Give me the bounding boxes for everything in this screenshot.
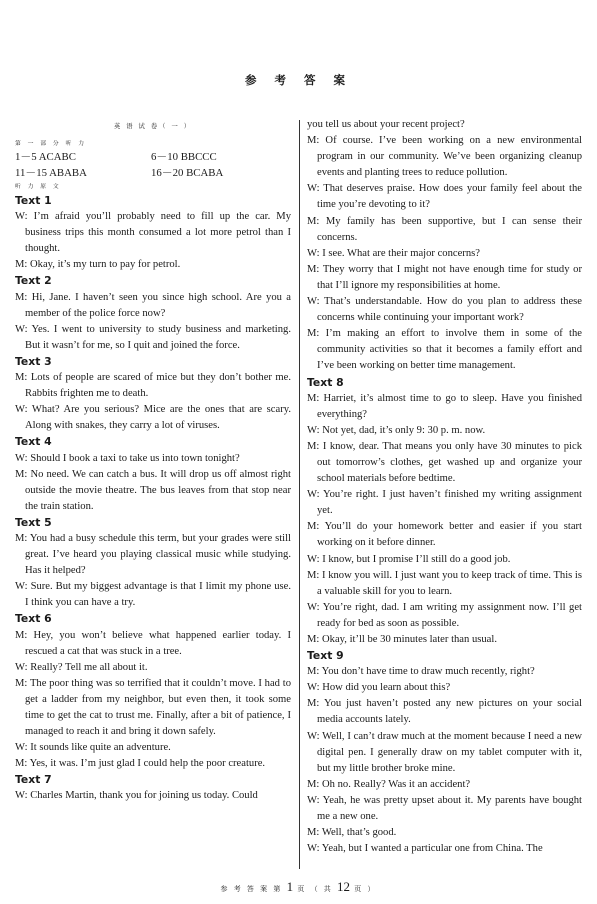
text-heading: Text 3 [15,354,52,368]
text-heading: Text 5 [15,515,52,529]
dialogue-line: W: You’re right. I just haven’t finished my writing assignment yet. [307,489,582,517]
dialogue-line: M: Harriet, it’s almost time to go to sleep. Have you finished everything? [307,392,582,420]
dialogue-line: M: I know, dear. That means you only have 30 minutes to pick out tomorrow’s clothes, get washed up and organize your school materials before bedtime. [307,440,582,485]
footer-end: 页 ） [354,885,377,893]
dialogue-line: W: It sounds like quite an adventure. [15,742,171,754]
dialogue-line: M: Of course. I’ve been working on a new environmental program in our community. We’ve been organizing cleanup events and planting trees to reduce pollution. [307,135,582,179]
dialogue-line: M: Okay, it’s my turn to pay for petrol. [15,259,181,271]
dialogue-line: M: I’m making an effort to involve them in some of the community activities so that it becomes a family effort and I’ve been working on better time management. [307,328,582,372]
dialogue-line: W: Really? Tell me all about it. [15,661,148,673]
answer-range: 6－10 BBCCC [151,151,217,163]
dialogue-line: W: Not yet, dad, it’s only 9: 30 p. m. now. [307,424,486,436]
text-heading: Text 1 [15,194,52,207]
dialogue-line: W: I see. What are their major concerns? [307,247,480,259]
dialogue-line: W: Should I book a taxi to take us into town tonight? [15,452,240,464]
dialogue-line: M: My family has been supportive, but I can sense their concerns. [307,215,582,243]
dialogue-line: M: No need. We can catch a bus. It will drop us off almost right outside the movie theatre. The bus leaves from that stop near the train station. [15,468,291,512]
dialogue-line: M: I know you will. I just want you to keep track of time. This is a valuable skill for you to learn. [307,569,582,597]
transcript-label: 听 力 原 文 [15,184,62,190]
dialogue-line: W: Yeah, he was pretty upset about it. My parents have bought me a new one. [307,794,582,823]
dialogue-line: W: Sure. But my biggest advantage is that I limit my phone use. I think you can have a try. [15,581,291,609]
dialogue-line: M: Well, that’s good. [307,827,397,839]
dialogue-line: W: Yes. I went to university to study business and marketing. But it wasn’t for me, so I quit and joined the force. [15,323,291,351]
text-heading: Text 6 [15,612,52,626]
page-number: 1 [286,879,294,894]
dialogue-line: M: You just haven’t posted any new pictures on your social media accounts lately. [307,698,582,726]
total-pages: 12 [337,879,351,894]
right-column [307,117,582,857]
text-heading: Text 8 [307,375,344,389]
dialogue-line: W: That’s understandable. How do you plan to address these concerns while continuing your important work? [307,296,582,324]
dialogue-line: M: Lots of people are scared of mice but they don’t bother me. Rabbits frighten me to death. [15,372,291,400]
left-transcript [15,193,291,805]
dialogue-line: W: Well, I can’t draw much at the moment because I need a new digital pen. I generally draw on my tablet computer with it, but my little brother broke mine. [307,730,582,774]
right-transcript [307,117,582,857]
dialogue-line: M: The poor thing was so terrified that it couldn’t move. I had to get a ladder from my neighbor, but even then, it took some time to get the cat to trust me. Finally, after a bit of patience, I managed to reach it and bring it down safely. [15,677,291,738]
dialogue-line: M: You had a busy schedule this term, but your grades were still great. I’ve heard you playing classical music while studying. Has it helped? [15,532,291,577]
dialogue-line: W: That deserves praise. How does your family feel about the time you’re devoting to it? [307,183,582,211]
column-divider [299,120,300,869]
dialogue-line: M: You don’t have time to draw much recently, right? [307,666,535,678]
dialogue-line: M: They worry that I might not have enough time for study or that I’ll ignore my responsibilities at home. [307,263,582,291]
answer-range: 11－15 ABABA [15,166,87,179]
text-heading: Text 4 [15,435,52,449]
dialogue-line: M: Hi, Jane. I haven’t seen you since high school. Are you a member of the police force now? [15,291,291,319]
text-heading: Text 7 [15,773,52,787]
text-heading: Text 9 [307,649,344,663]
exam-title: 英 语 试 卷（ 一 ） [113,123,193,130]
dialogue-line: W: What? Are you serious? Mice are the ones that are scary. Along with snakes, they carry a lot of viruses. [15,404,291,432]
page-footer [0,879,597,895]
answer-range: 1－5 ACABC [15,151,76,163]
answer-range: 16－20 BCABA [151,166,224,179]
dialogue-line: M: Oh no. Really? Was it an accident? [307,778,471,790]
dialogue-line: W: Yeah, but I wanted a particular one from China. The [307,843,543,855]
left-column [15,120,291,805]
text-heading: Text 2 [15,274,52,288]
dialogue-line: M: Okay, it’ll be 30 minutes later than usual. [307,634,497,645]
answer-row [15,166,291,182]
dialogue-line: M: Yes, it was. I’m just glad I could help the poor creature. [15,758,266,770]
section-label: 第 一 部 分 听 力 [15,141,87,147]
dialogue-line: W: I’m afraid you’ll probably need to fill up the car. My business trips this month consumed a lot more petrol than I thought. [15,211,291,255]
footer-label: 参 考 答 案 第 [220,885,283,893]
dialogue-line: W: How did you learn about this? [307,682,451,694]
dialogue-line: you tell us about your recent project? [307,119,465,130]
dialogue-line: W: You’re right, dad. I am writing my assignment now. I’ll get ready for bed as soon as possible. [307,601,582,629]
page-title: 参 考 答 案 [244,73,352,87]
dialogue-line: M: You’ll do your homework better and easier if you start working on it before dinner. [307,521,582,549]
dialogue-line: W: I know, but I promise I’ll still do a good job. [307,553,511,565]
dialogue-line: M: Hey, you won’t believe what happened earlier today. I rescued a cat that was stuck in a tree. [15,629,291,657]
dialogue-line: W: Charles Martin, thank you for joining us today. Could [15,790,258,802]
footer-mid: 页 （ 共 [297,885,333,893]
answer-row [15,150,291,166]
